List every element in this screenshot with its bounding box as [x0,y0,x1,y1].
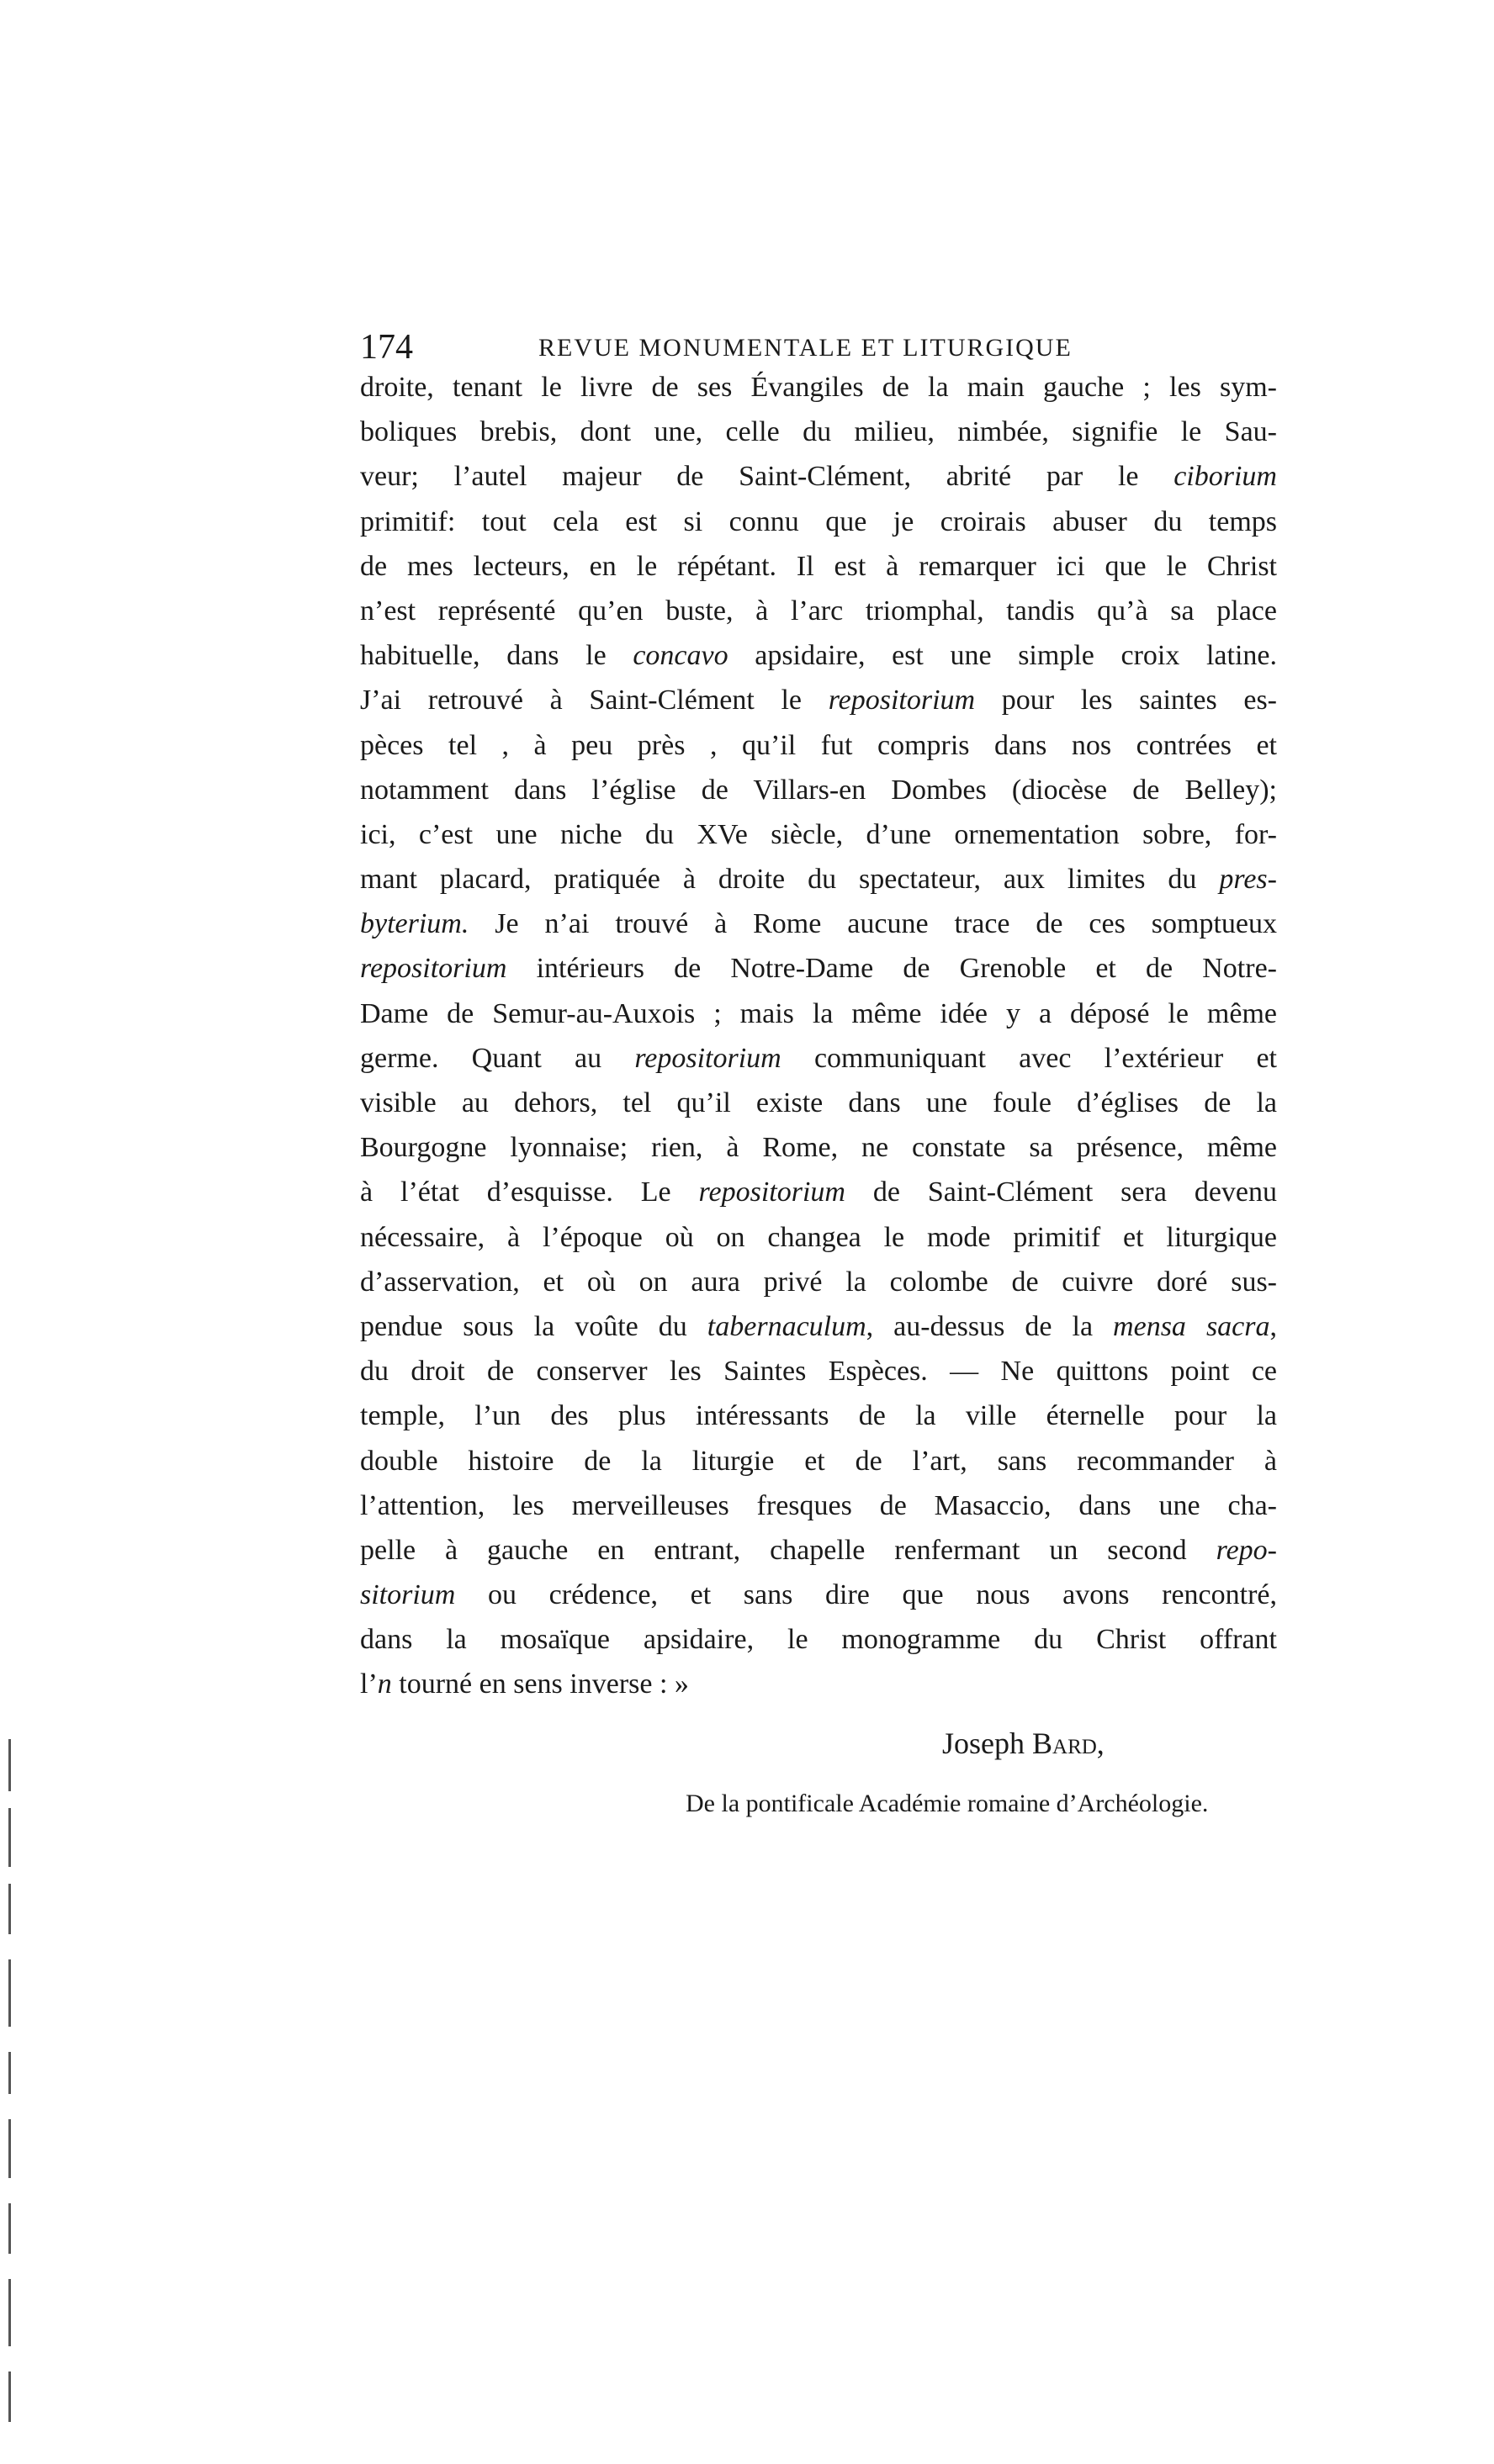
text-line [360,1215,1277,1260]
margin-scan-mark [8,2203,11,2254]
journal-title: REVUE MONUMENTALE ET LITURGIQUE [538,334,1073,362]
margin-scan-mark [8,2279,11,2346]
text-line [360,500,1277,544]
italic-term: repo- [1216,1534,1277,1566]
text-line [360,768,1277,812]
page-number: 174 [360,328,413,367]
text-segment: droite, tenant le livre de ses Évangiles de la main gauche ; les sym- [360,372,1277,403]
margin-scan-mark [8,1739,11,1791]
text-line [360,1528,1277,1573]
text-segment: temple, l’un des plus intéressants de la ville éternelle pour la [360,1400,1277,1432]
margin-scan-mark [8,1808,11,1867]
text-line [360,946,1277,991]
italic-term: n [377,1668,392,1700]
text-line [360,544,1277,589]
text-segment: à l’état d’esquisse. Le [360,1176,699,1208]
text-segment: Bourgogne lyonnaise; rien, à Rome, ne constate sa présence, même [360,1132,1277,1164]
text-segment: pour les saintes es- [975,685,1277,716]
text-line [360,1349,1277,1393]
text-line [360,1036,1277,1081]
text-segment: l’attention, les merveilleuses fresques de Masaccio, dans une cha- [360,1489,1277,1521]
margin-scan-mark [8,2119,11,2178]
text-line [360,991,1277,1036]
text-segment: l’ [360,1668,378,1700]
margin-scan-mark [8,1884,11,1934]
text-segment: ou crédence, et sans dire que nous avons rencontré, [455,1579,1277,1611]
text-line [360,678,1277,722]
text-segment: du droit de conserver les Saintes Espèces. — Ne quittons point ce [360,1356,1277,1388]
italic-term: repositorium [360,953,507,985]
text-line [360,410,1277,454]
text-segment: de mes lecteurs, en le répétant. Il est à remarquer ici que le Christ [360,550,1277,582]
text-segment: communiquant avec l’extérieur et [781,1042,1277,1074]
text-segment: primitif: tout cela est si connu que je croirais abuser du temps [360,505,1277,537]
signature [942,1722,1105,1764]
text-segment: intérieurs de Notre-Dame de Grenoble et de Notre- [506,953,1277,985]
text-line [360,365,1277,410]
text-segment: nécessaire, à l’époque où on changea le mode primitif et liturgique [360,1221,1277,1253]
text-line [360,723,1277,768]
text-line [360,589,1277,633]
text-line [360,1393,1277,1438]
text-segment: Dame de Semur-au-Auxois ; mais la même idée y a déposé le même [360,997,1277,1029]
text-segment: pèces tel , à peu près , qu’il fut compris dans nos contrées et [360,729,1277,761]
italic-term: concavo [633,640,728,672]
text-segment: pelle à gauche en entrant, chapelle renfermant un second [360,1534,1216,1566]
running-head [360,326,1277,368]
text-segment: tourné en sens inverse : » [391,1668,689,1700]
signature-surname: Bard, [1032,1726,1105,1760]
text-segment: pendue sous la voûte du [360,1310,707,1342]
text-line [360,1617,1277,1662]
text-segment: , [1269,1310,1277,1342]
italic-term: byterium. [360,908,469,940]
text-segment: apsidaire, est une simple croix latine. [728,640,1277,672]
text-line [360,857,1277,902]
text-line [360,633,1277,678]
text-line [360,902,1277,946]
margin-scan-mark [8,2371,11,2422]
text-segment: double histoire de la liturgie et de l’art, sans recommander à [360,1445,1277,1477]
text-segment: dans la mosaïque apsidaire, le monogramme du Christ offrant [360,1624,1277,1656]
text-line [360,454,1277,499]
text-segment: habituelle, dans le [360,640,633,672]
text-line [360,1260,1277,1304]
text-segment: veur; l’autel majeur de Saint-Clément, abrité par le [360,461,1174,493]
body-text [360,365,1277,1707]
text-segment: mant placard, pratiquée à droite du spectateur, aux limites du [360,864,1220,896]
text-segment: notamment dans l’église de Villars-en Dombes (diocèse de Belley); [360,774,1277,806]
text-segment: Je n’ai trouvé à Rome aucune trace de ces somptueux [469,908,1277,940]
text-line [360,1483,1277,1528]
text-line [360,1304,1277,1349]
signature-given-name: Joseph [942,1726,1025,1760]
italic-term: repositorium [698,1176,845,1208]
text-segment: d’asservation, et où on aura privé la colombe de cuivre doré sus- [360,1266,1277,1298]
text-segment: boliques brebis, dont une, celle du milieu, nimbée, signifie le Sau- [360,416,1277,448]
italic-term: sitorium [360,1579,456,1611]
italic-term: tabernaculum [707,1310,866,1342]
margin-scan-mark [8,1959,11,2027]
italic-term: pres- [1219,864,1277,896]
italic-term: repositorium [634,1042,781,1074]
text-line [360,1573,1277,1617]
text-line [360,1125,1277,1170]
text-line [360,1081,1277,1125]
italic-term: mensa sacra [1113,1310,1270,1342]
signature-affiliation: De la pontificale Académie romaine d’Archéologie. [686,1790,1209,1817]
italic-term: ciborium [1173,461,1277,493]
text-segment: visible au dehors, tel qu’il existe dans une foule d’églises de la [360,1087,1277,1118]
text-segment: , au-dessus de la [866,1310,1114,1342]
margin-scan-mark [8,2052,11,2094]
text-segment: germe. Quant au [360,1042,635,1074]
text-line [360,1170,1277,1214]
text-line [360,1662,1277,1706]
text-segment: ici, c’est une niche du XVe siècle, d’une ornementation sobre, for- [360,818,1277,850]
italic-term: repositorium [828,685,976,716]
text-segment: n’est représenté qu’en buste, à l’arc triomphal, tandis qu’à sa place [360,595,1277,627]
text-line [360,812,1277,857]
text-segment: J’ai retrouvé à Saint-Clément le [360,685,829,716]
text-line [360,1439,1277,1483]
text-segment: de Saint-Clément sera devenu [845,1176,1277,1208]
